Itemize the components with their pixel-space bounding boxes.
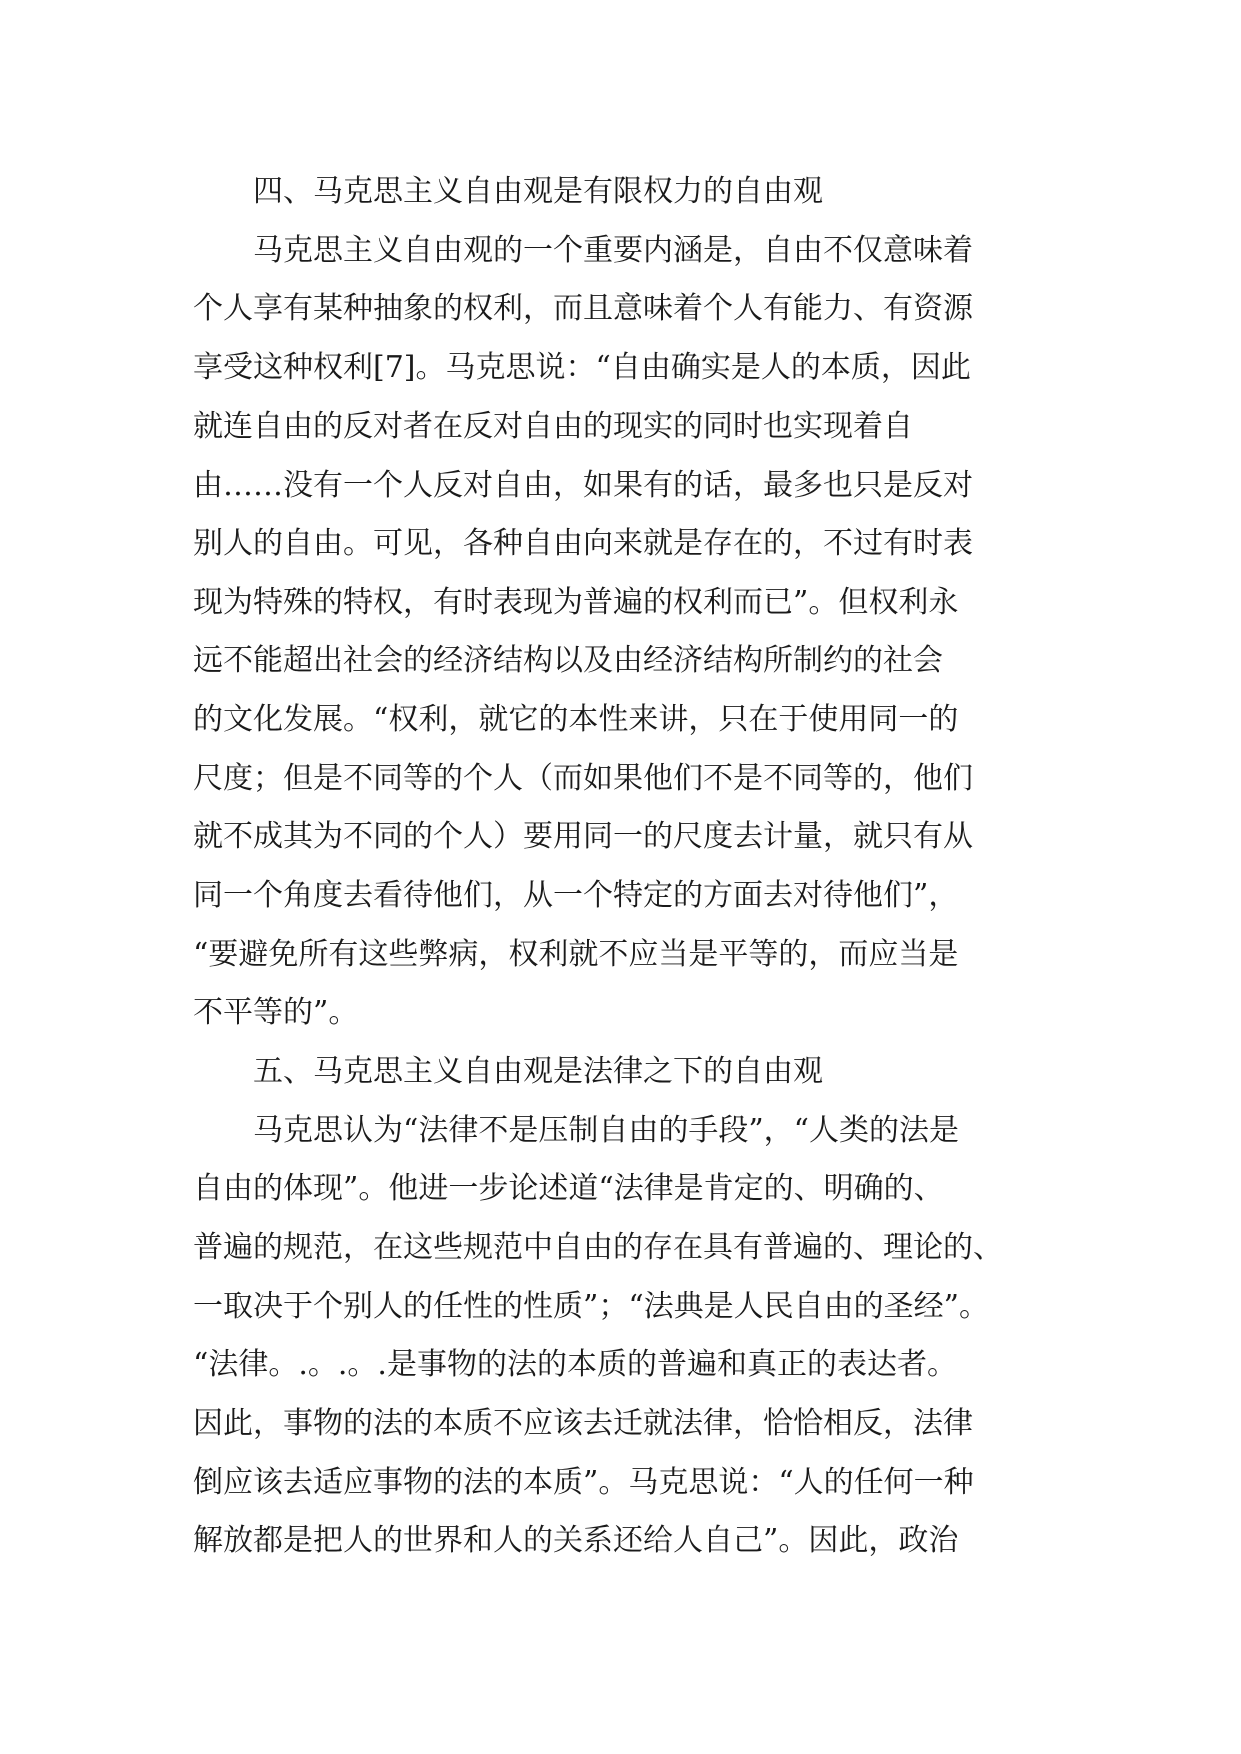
paragraph-line: 别人的自由。可见，各种自由向来就是存在的，不过有时表 bbox=[193, 526, 973, 561]
section-heading: 四、马克思主义自由观是有限权力的自由观 bbox=[193, 174, 823, 209]
paragraph-line: 不平等的”。 bbox=[193, 995, 359, 1030]
paragraph-line: “要避免所有这些弊病，权利就不应当是平等的，而应当是 bbox=[193, 937, 959, 972]
paragraph-line: 一取决于个别人的任性的性质”；“法典是人民自由的圣经”。 bbox=[193, 1289, 990, 1324]
paragraph-line: 现为特殊的特权，有时表现为普遍的权利而已”。但权利永 bbox=[193, 585, 959, 620]
paragraph-line: 就连自由的反对者在反对自由的现实的同时也实现着自 bbox=[193, 409, 913, 444]
paragraph-line: 享受这种权利[7]。马克思说：“自由确实是人的本质，因此 bbox=[193, 350, 971, 385]
paragraph-line: 因此，事物的法的本质不应该去迁就法律，恰恰相反，法律 bbox=[193, 1406, 973, 1441]
paragraph-line: 由……没有一个人反对自由，如果有的话，最多也只是反对 bbox=[193, 468, 973, 503]
paragraph-line: 尺度；但是不同等的个人（而如果他们不是不同等的，他们 bbox=[193, 761, 973, 796]
paragraph-line: 普遍的规范，在这些规范中自由的存在具有普遍的、理论的、 bbox=[193, 1230, 1003, 1265]
paragraph-line: 的文化发展。“权利，就它的本性来讲，只在于使用同一的 bbox=[193, 702, 959, 737]
paragraph-line: “法律。.。.。.是事物的法的本质的普遍和真正的表达者。 bbox=[193, 1347, 957, 1382]
paragraph-line: 解放都是把人的世界和人的关系还给人自己”。因此，政治 bbox=[193, 1523, 959, 1558]
paragraph-line: 自由的体现”。他进一步论述道“法律是肯定的、明确的、 bbox=[193, 1171, 944, 1206]
section-heading: 五、马克思主义自由观是法律之下的自由观 bbox=[193, 1054, 823, 1089]
paragraph-line: 马克思主义自由观的一个重要内涵是，自由不仅意味着 bbox=[193, 233, 973, 268]
paragraph-line: 远不能超出社会的经济结构以及由经济结构所制约的社会 bbox=[193, 643, 943, 678]
paragraph-line: 马克思认为“法律不是压制自由的手段”，“人类的法是 bbox=[193, 1113, 960, 1148]
paragraph-line: 个人享有某种抽象的权利，而且意味着个人有能力、有资源 bbox=[193, 291, 973, 326]
paragraph-line: 同一个角度去看待他们，从一个特定的方面去对待他们”， bbox=[193, 878, 959, 913]
paragraph-line: 倒应该去适应事物的法的本质”。马克思说：“人的任何一种 bbox=[193, 1465, 974, 1500]
paragraph-line: 就不成其为不同的个人）要用同一的尺度去计量，就只有从 bbox=[193, 819, 973, 854]
